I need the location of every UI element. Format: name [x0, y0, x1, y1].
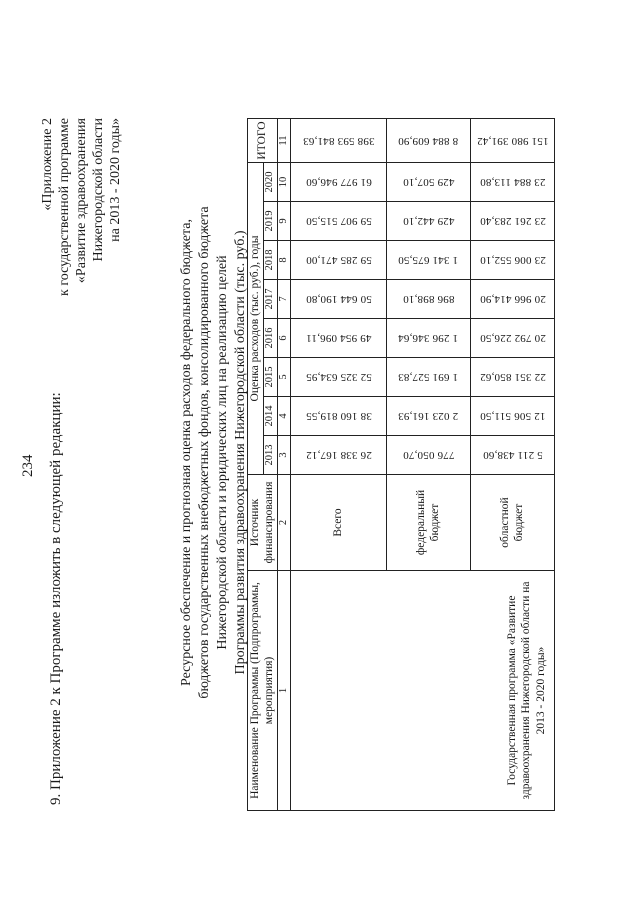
column-number: 11 — [278, 119, 291, 163]
value-cell: 1 691 527,83 — [398, 371, 459, 384]
table-title-line: Программы развития здравоохранения Нижегородской области (тыс. руб.) — [233, 230, 248, 675]
value-cell: 5 211 438,60 — [482, 449, 543, 462]
column-number: 7 — [278, 280, 291, 319]
value-cell: 59 285 471,00 — [305, 254, 372, 267]
appendix-header-line: «Развитие здравоохранения — [74, 118, 89, 284]
column-number: 1 — [278, 571, 291, 811]
page-number: 234 — [20, 454, 36, 477]
source-cell: федеральный бюджет — [387, 475, 471, 571]
table-row — [291, 119, 387, 811]
value-cell: 61 977 946,60 — [305, 176, 372, 189]
column-number: 10 — [278, 163, 291, 202]
value-cell: 38 160 819,55 — [305, 410, 372, 423]
table-title-line: Ресурсное обеспечение и прогнозная оценка расходов федерального бюджета, — [179, 219, 194, 686]
value-cell: 59 907 515,50 — [305, 215, 372, 228]
value-cell: 50 644 190,80 — [305, 293, 372, 306]
column-number: 6 — [278, 319, 291, 358]
program-name: Государственная программа «Развитие здравоохранения Нижегородской области на 2013 - 2020 годы» — [291, 571, 555, 811]
year-header: 2017 — [264, 280, 278, 319]
total-cell: 151 980 391,42 — [476, 134, 549, 147]
value-cell: 49 954 096,11 — [305, 332, 372, 345]
value-cell: 23 006 552,10 — [479, 254, 546, 267]
value-cell: 1 341 675,50 — [398, 254, 459, 267]
source-cell: областной бюджет — [471, 475, 555, 571]
year-header: 2013 — [264, 436, 278, 475]
value-cell: 26 338 167,12 — [305, 449, 372, 462]
column-number: 9 — [278, 202, 291, 241]
value-cell: 429 507,10 — [402, 176, 455, 189]
header-estimate: Оценка расходов (тыс. руб.), годы — [248, 163, 264, 475]
year-header: 2018 — [264, 241, 278, 280]
year-header: 2014 — [264, 397, 278, 436]
value-cell: 23 261 283,40 — [479, 215, 546, 228]
table-title-line: бюджетов государственных внебюджетных фондов, консолидированного бюджета — [197, 206, 212, 699]
expenditure-table — [247, 118, 555, 811]
column-number: 2 — [278, 475, 291, 571]
appendix-header-line: Нижегородской области — [91, 118, 106, 262]
year-header: 2019 — [264, 202, 278, 241]
total-cell: 398 593 841,63 — [302, 134, 375, 147]
appendix-header-line: «Приложение 2 — [40, 118, 55, 211]
table-title-line: Нижегородской области и юридических лиц на реализацию целей — [215, 255, 230, 650]
year-header: 2020 — [264, 163, 278, 202]
value-cell: 12 506 511,50 — [479, 410, 546, 423]
value-cell: 20 792 226,50 — [479, 332, 546, 345]
total-cell: 8 884 609,90 — [398, 134, 459, 147]
header-program: Наименование Программы (Подпрограммы, мероприятия) — [248, 571, 278, 811]
intro-text: 9. Приложение 2 к Программе изложить в следующей редакции: — [48, 392, 64, 805]
appendix-header-line: к государственной программе — [57, 118, 72, 296]
column-number: 8 — [278, 241, 291, 280]
appendix-header-line: на 2013 - 2020 годы» — [108, 118, 123, 242]
value-cell: 22 351 850,62 — [479, 371, 546, 384]
value-cell: 52 325 634,95 — [305, 371, 372, 384]
value-cell: 776 050,70 — [402, 449, 455, 462]
column-number: 5 — [278, 358, 291, 397]
value-cell: 20 966 414,90 — [479, 293, 546, 306]
year-header: 2016 — [264, 319, 278, 358]
year-header: 2015 — [264, 358, 278, 397]
value-cell: 23 884 113,80 — [479, 176, 546, 189]
value-cell: 896 898,10 — [402, 293, 455, 306]
column-number: 3 — [278, 436, 291, 475]
value-cell: 429 442,10 — [402, 215, 455, 228]
header-total: ИТОГО — [248, 119, 278, 163]
value-cell: 2 023 161,93 — [398, 410, 459, 423]
source-cell: Всего — [291, 475, 387, 571]
value-cell: 1 296 346,64 — [398, 332, 459, 345]
column-number: 4 — [278, 397, 291, 436]
header-source: Источник финансирования — [248, 475, 278, 571]
